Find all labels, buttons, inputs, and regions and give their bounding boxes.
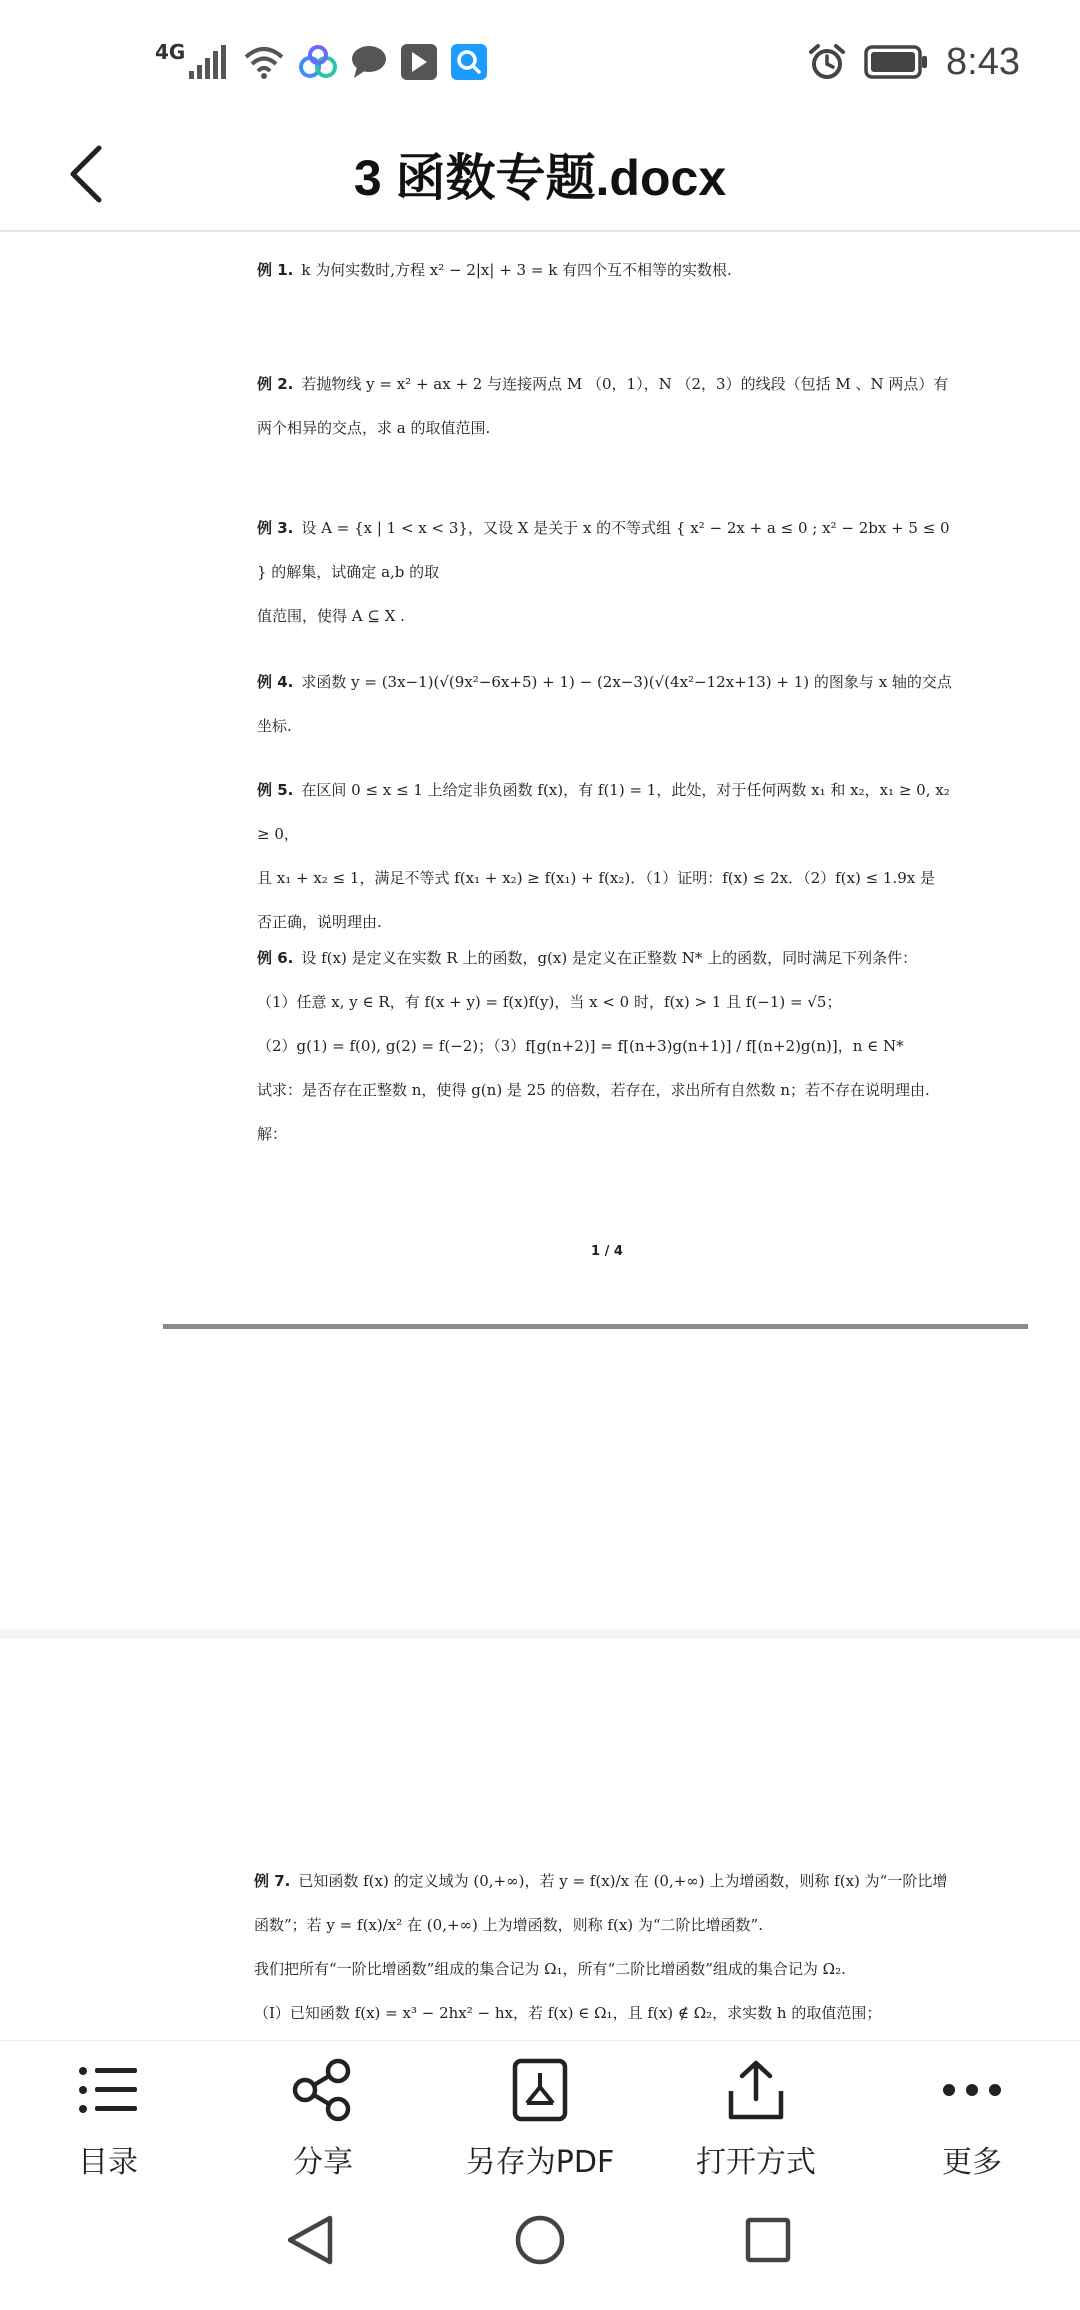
question-text: k 为何实数时,方程 x² − 2|x| + 3 = k 有四个互不相等的实数根.	[301, 261, 732, 279]
question-text: 且 x₁ + x₂ ≤ 1，满足不等式 f(x₁ + x₂) ≥ f(x₁) + f(x₂)．（1）证明：f(x) ≤ 2x．（2）f(x) ≤ 1.9x 是	[257, 869, 936, 887]
question-text: 函数”；若 y = f(x)/x² 在 (0,+∞) 上为增函数，则称 f(x) 为“二阶比增函数”.	[254, 1916, 763, 1934]
question-2	[257, 362, 957, 450]
network-type: 4G	[155, 40, 186, 64]
question-text: 值范围，使得 A ⊆ X .	[257, 607, 405, 625]
cloud-app-icon	[299, 45, 337, 79]
search-app-icon	[451, 44, 487, 80]
question-text: （1）任意 x, y ∈ R，有 f(x + y) = f(x)f(y)，当 x < 0 时，f(x) > 1 且 f(−1) = √5；	[257, 993, 842, 1011]
question-label: 例 4.	[257, 673, 294, 691]
toolbar-label: 更多	[942, 2145, 1002, 2180]
question-text: 两个相异的交点，求 a 的取值范围.	[257, 419, 491, 437]
question-label: 例 1.	[257, 261, 294, 279]
question-text: （2）g(1) = f(0), g(2) = f(−2)；（3）f[g(n+2)] = f[(n+3)g(n+1)] / f[(n+2)g(n)]，n ∈ N*	[257, 1037, 904, 1055]
toolbar-share-button[interactable]	[223, 2057, 423, 2181]
more-icon	[939, 2057, 1005, 2123]
battery-icon	[864, 45, 928, 79]
document-viewer[interactable]	[0, 232, 1080, 2040]
question-text: 在区间 0 ≤ x ≤ 1 上给定非负函数 f(x)，有 f(1) = 1，此处，对于任何两数 x₁ 和 x₂，x₁ ≥ 0, x₂ ≥ 0，	[257, 781, 950, 843]
question-text: 设 f(x) 是定义在实数 R 上的函数，g(x) 是定义在正整数 N* 上的函数，同时满足下列条件：	[301, 949, 918, 967]
status-right	[808, 38, 1020, 86]
nav-home-icon	[512, 2212, 568, 2268]
question-text: 解：	[257, 1125, 288, 1143]
status-bar	[0, 0, 1080, 120]
system-nav-bar	[0, 2170, 1080, 2310]
question-text: 设 A = {x | 1 < x < 3}，又设 X 是关于 x 的不等式组 { x² − 2x + a ≤ 0 ; x² − 2bx + 5 ≤ 0 } 的解集，试确定 a,b 的取	[257, 519, 950, 581]
page-bottom-rule	[163, 1324, 1028, 1329]
back-button[interactable]	[50, 134, 120, 214]
toolbar-label: 目录	[78, 2145, 138, 2180]
toolbar-more-button[interactable]	[872, 2057, 1072, 2181]
question-1	[257, 248, 957, 292]
question-4	[257, 660, 957, 748]
question-label: 例 3.	[257, 519, 294, 537]
question-text: 已知函数 f(x) 的定义域为 (0,+∞)，若 y = f(x)/x 在 (0,+∞) 上为增函数，则称 f(x) 为“一阶比增	[298, 1872, 948, 1890]
page-number: 1 / 4	[591, 1244, 623, 1259]
toolbar-label: 另存为PDF	[465, 2145, 615, 2180]
question-label: 例 7.	[254, 1872, 291, 1890]
question-3	[257, 506, 957, 638]
toolbar-save-pdf-button[interactable]	[440, 2057, 640, 2181]
open-with-icon	[723, 2057, 789, 2123]
list-icon	[75, 2057, 141, 2123]
wifi-icon	[243, 45, 285, 79]
bookmark-app-icon	[401, 44, 437, 80]
question-6	[257, 936, 957, 1156]
nav-back-button[interactable]	[270, 2200, 350, 2280]
status-left	[155, 38, 487, 86]
question-label: 例 2.	[257, 375, 294, 393]
question-text: 试求：是否存在正整数 n，使得 g(n) 是 25 的倍数，若存在，求出所有自然数 n；若不存在说明理由.	[257, 1081, 930, 1099]
pdf-icon	[507, 2057, 573, 2123]
bottom-toolbar	[0, 2040, 1080, 2180]
alarm-icon	[808, 43, 846, 81]
question-5	[257, 768, 957, 944]
toolbar-contents-button[interactable]	[8, 2057, 208, 2181]
question-text: （Ⅰ）已知函数 f(x) = x³ − 2hx² − hx，若 f(x) ∈ Ω₁，且 f(x) ∉ Ω₂，求实数 h 的取值范围；	[254, 2004, 882, 2022]
question-text: 求函数 y = (3x−1)(√(9x²−6x+5) + 1) − (2x−3)(√(4x²−12x+13) + 1) 的图象与 x 轴的交点坐标.	[257, 673, 952, 735]
chat-icon	[351, 45, 387, 79]
nav-home-button[interactable]	[500, 2200, 580, 2280]
question-7	[254, 1859, 954, 2035]
question-text: 我们把所有“一阶比增函数”组成的集合记为 Ω₁，所有“二阶比增函数”组成的集合记为 Ω₂.	[254, 1960, 846, 1978]
nav-recents-icon	[740, 2212, 796, 2268]
question-text: 否正确，说明理由.	[257, 913, 382, 931]
app-header	[0, 120, 1080, 232]
nav-back-icon	[282, 2212, 338, 2268]
question-label: 例 5.	[257, 781, 294, 799]
nav-recents-button[interactable]	[728, 2200, 808, 2280]
signal-icon	[189, 45, 229, 79]
question-text: 若抛物线 y = x² + ax + 2 与连接两点 M （0，1），N （2，3）的线段（包括 M 、N 两点）有	[301, 375, 949, 393]
page-separator	[0, 1629, 1080, 1639]
clock: 8:43	[946, 40, 1020, 83]
toolbar-label: 打开方式	[696, 2145, 816, 2180]
toolbar-open-with-button[interactable]	[656, 2057, 856, 2181]
toolbar-label: 分享	[293, 2145, 353, 2180]
chevron-left-icon	[65, 144, 105, 204]
share-icon	[290, 2057, 356, 2123]
question-label: 例 6.	[257, 949, 294, 967]
document-title: 3 函数专题.docx	[353, 150, 727, 206]
